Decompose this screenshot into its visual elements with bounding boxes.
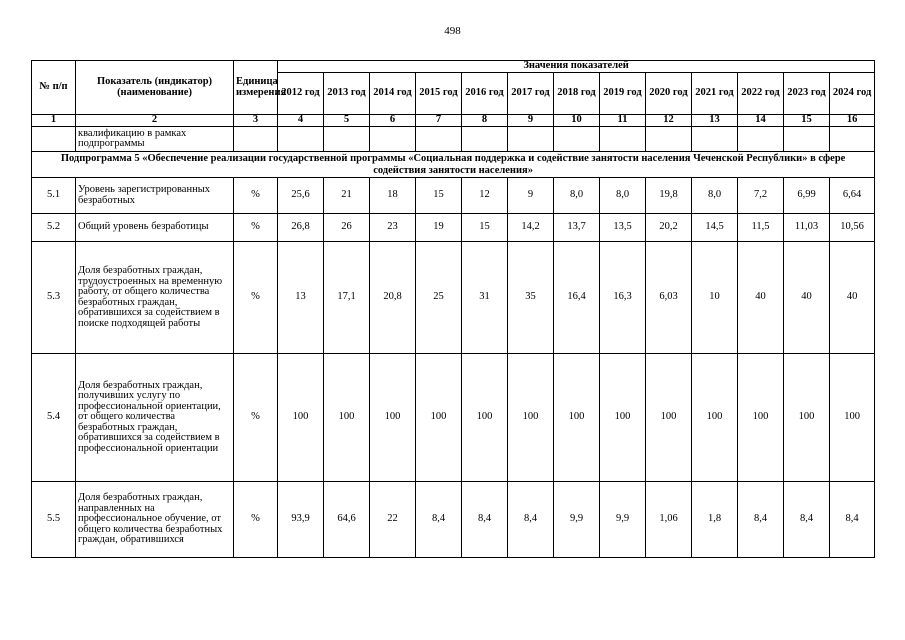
value-cell: 1,8 [692,482,738,558]
continuation-num-cell [32,127,76,152]
value-cell: 14,5 [692,214,738,242]
value-cell: 6,64 [830,178,875,214]
column-number: 8 [462,115,508,127]
value-cell: 100 [738,354,784,482]
column-number: 1 [32,115,76,127]
value-cell: 9,9 [600,482,646,558]
col-header-year: 2017 год [508,73,554,115]
col-header-year: 2020 год [646,73,692,115]
row-number: 5.3 [32,242,76,354]
value-cell: 23 [370,214,416,242]
value-cell: 20,8 [370,242,416,354]
value-cell: 17,1 [324,242,370,354]
value-cell: 25,6 [278,178,324,214]
col-header-indicator: Показатель (индикатор) (наименование) [76,61,234,115]
value-cell: 11,03 [784,214,830,242]
row-number: 5.5 [32,482,76,558]
col-header-unit: Единица измерения [234,61,278,115]
value-cell: 13 [278,242,324,354]
unit-cell: % [234,482,278,558]
value-cell: 93,9 [278,482,324,558]
value-cell: 26,8 [278,214,324,242]
value-cell: 10,56 [830,214,875,242]
col-header-year: 2016 год [462,73,508,115]
value-cell: 21 [324,178,370,214]
value-cell: 100 [278,354,324,482]
row-number: 5.4 [32,354,76,482]
column-number: 10 [554,115,600,127]
subprogram-title: Подпрограмма 5 «Обеспечение реализации государственной программы «Социальная поддержка и содействие занятости населения Чеченской Республики» в сфере содействия занятости населения» [32,152,875,178]
value-cell: 16,3 [600,242,646,354]
table-row [32,178,875,214]
indicators-table [31,60,875,558]
value-cell: 6,03 [646,242,692,354]
value-cell: 8,4 [462,482,508,558]
continuation-text: квалификацию в рамках подпрограммы [76,127,234,152]
value-cell: 8,0 [600,178,646,214]
col-header-num: № п/п [32,61,76,115]
continuation-unit-cell [234,127,278,152]
value-cell: 16,4 [554,242,600,354]
value-cell: 8,4 [508,482,554,558]
col-header-year: 2022 год [738,73,784,115]
value-cell: 20,2 [646,214,692,242]
value-cell: 14,2 [508,214,554,242]
value-cell: 15 [462,214,508,242]
column-number: 14 [738,115,784,127]
unit-cell: % [234,242,278,354]
value-cell: 40 [738,242,784,354]
col-header-values: Значения показателей [278,61,875,73]
value-cell: 100 [830,354,875,482]
col-header-year: 2019 год [600,73,646,115]
column-number: 9 [508,115,554,127]
column-number: 15 [784,115,830,127]
unit-cell: % [234,354,278,482]
column-number: 4 [278,115,324,127]
value-cell: 100 [554,354,600,482]
indicator-name: Доля безработных граждан, направленных на профессиональное обучение, от общего количества безработных граждан, обратившихся [76,482,234,558]
value-cell: 6,99 [784,178,830,214]
table-row [32,482,875,558]
value-cell: 100 [600,354,646,482]
value-cell: 35 [508,242,554,354]
value-cell: 8,4 [738,482,784,558]
value-cell: 18 [370,178,416,214]
value-cell: 7,2 [738,178,784,214]
value-cell: 19,8 [646,178,692,214]
col-header-year: 2014 год [370,73,416,115]
value-cell: 15 [416,178,462,214]
column-number: 16 [830,115,875,127]
value-cell: 11,5 [738,214,784,242]
value-cell: 100 [370,354,416,482]
value-cell: 100 [646,354,692,482]
value-cell: 64,6 [324,482,370,558]
value-cell: 100 [324,354,370,482]
value-cell: 1,06 [646,482,692,558]
value-cell: 22 [370,482,416,558]
row-number: 5.2 [32,214,76,242]
value-cell: 8,4 [784,482,830,558]
col-header-year: 2013 год [324,73,370,115]
table-row [32,214,875,242]
table-row [32,242,875,354]
column-number: 5 [324,115,370,127]
indicator-name: Доля безработных граждан, получивших услугу по профессиональной ориентации, от общего количества безработных граждан, обратившихся за содействием в профессиональной ориентации [76,354,234,482]
table-row [32,354,875,482]
indicator-name: Доля безработных граждан, трудоустроенных на временную работу, от общего количества безработных граждан, обратившихся за содействием в поиске подходящей работы [76,242,234,354]
column-number: 11 [600,115,646,127]
column-number: 12 [646,115,692,127]
unit-cell: % [234,214,278,242]
column-number: 6 [370,115,416,127]
value-cell: 26 [324,214,370,242]
col-header-year: 2012 год [278,73,324,115]
value-cell: 100 [462,354,508,482]
value-cell: 8,0 [692,178,738,214]
value-cell: 9,9 [554,482,600,558]
value-cell: 100 [508,354,554,482]
page-number: 498 [444,25,461,37]
col-header-year: 2024 год [830,73,875,115]
col-header-year: 2018 год [554,73,600,115]
row-number: 5.1 [32,178,76,214]
value-cell: 40 [784,242,830,354]
indicator-name: Общий уровень безработицы [76,214,234,242]
value-cell: 19 [416,214,462,242]
value-cell: 8,0 [554,178,600,214]
unit-cell: % [234,178,278,214]
value-cell: 10 [692,242,738,354]
value-cell: 9 [508,178,554,214]
value-cell: 100 [784,354,830,482]
value-cell: 8,4 [830,482,875,558]
value-cell: 100 [692,354,738,482]
value-cell: 25 [416,242,462,354]
value-cell: 13,5 [600,214,646,242]
column-number: 3 [234,115,278,127]
value-cell: 31 [462,242,508,354]
column-number: 13 [692,115,738,127]
value-cell: 40 [830,242,875,354]
value-cell: 12 [462,178,508,214]
column-number: 7 [416,115,462,127]
col-header-year: 2023 год [784,73,830,115]
value-cell: 8,4 [416,482,462,558]
value-cell: 100 [416,354,462,482]
value-cell: 13,7 [554,214,600,242]
column-number: 2 [76,115,234,127]
col-header-year: 2021 год [692,73,738,115]
indicator-name: Уровень зарегистрированных безработных [76,178,234,214]
col-header-year: 2015 год [416,73,462,115]
